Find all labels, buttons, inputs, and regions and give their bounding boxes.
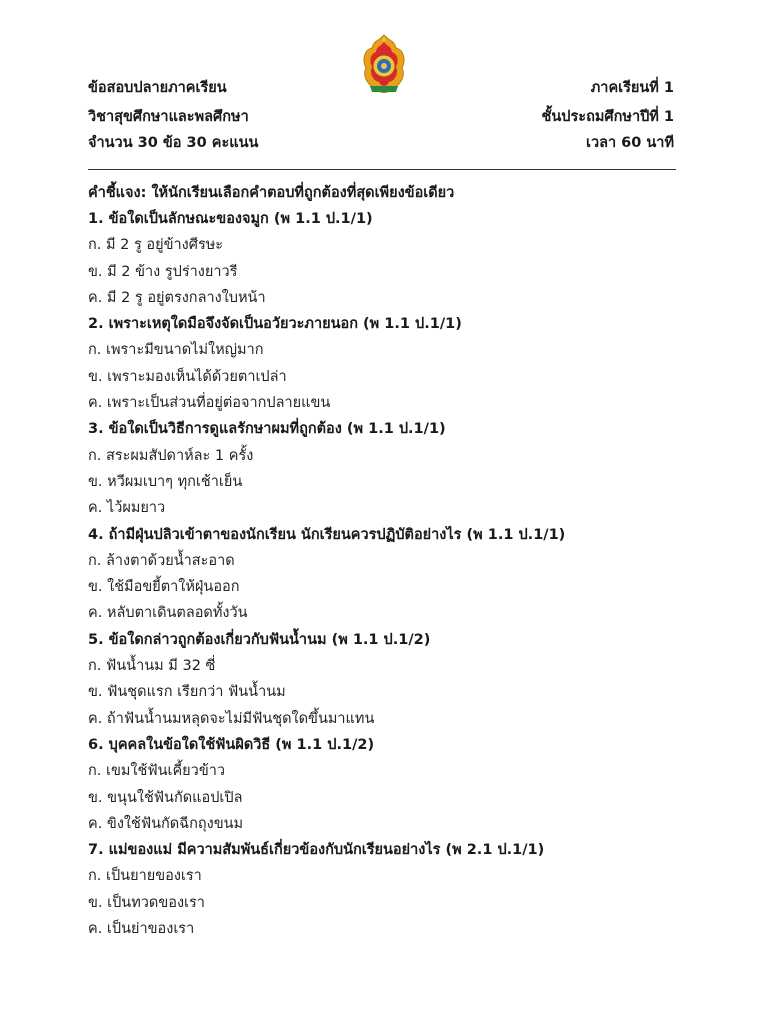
choice-b: ข. หวีผมเบาๆ ทุกเช้าเย็น [88,473,243,490]
choice-b: ข. เพราะมองเห็นได้ด้วยตาเปล่า [88,368,287,385]
choice-c: ค. หลับตาเดินตลอดทั้งวัน [88,605,248,622]
semester: ภาคเรียนที่ 1 [590,80,674,96]
question-2 [88,311,688,416]
choice-c: ค. ถ้าฟันน้ำนมหลุดจะไม่มีฟันชุดใดขึ้นมาแทน [88,710,375,727]
choice-a: ก. เพราะมีขนาดไม่ใหญ่มาก [88,342,264,359]
question-1 [88,206,688,311]
question-title: 6. บุคคลในข้อใดใช้ฟันผิดวิธี (พ 1.1 ป.1/2) [88,736,375,753]
exam-body [88,180,688,942]
choice-a: ก. เป็นยายของเรา [88,868,202,885]
question-title: 7. แม่ของแม่ มีความสัมพันธ์เกี่ยวข้องกับนักเรียนอย่างไร (พ 2.1 ป.1/1) [88,842,545,859]
question-3 [88,416,688,521]
time-limit: เวลา 60 นาที [585,135,674,151]
choice-a: ก. ล้างตาด้วยน้ำสะอาด [88,552,235,569]
grade-level: ชั้นประถมศึกษาปีที่ 1 [541,109,674,125]
question-7 [88,837,688,942]
question-title: 1. ข้อใดเป็นลักษณะของจมูก (พ 1.1 ป.1/1) [88,211,373,227]
choice-c: ค. ขิงใช้ฟันกัดฉีกถุงขนม [88,815,244,832]
question-count: จำนวน 30 ข้อ 30 คะแนน [88,135,259,151]
question-5 [88,627,688,732]
choice-b: ข. ใช้มือขยี้ตาให้ฝุ่นออก [88,579,240,596]
school-emblem-icon [360,34,408,96]
question-title: 3. ข้อใดเป็นวิธีการดูแลรักษาผมที่ถูกต้อง (พ 1.1 ป.1/1) [88,421,446,438]
choice-a: ก. เขมใช้ฟันเคี้ยวข้าว [88,763,226,780]
choice-b: ข. ขนุนใช้ฟันกัดแอปเปิล [88,789,243,806]
choice-a: ก. ฟันน้ำนม มี 32 ซี่ [88,658,216,675]
choice-a: ก. มี 2 รู อยู่ข้างศีรษะ [88,237,224,254]
choice-c: ค. เป็นย่าของเรา [88,921,195,938]
choice-c: ค. ไว้ผมยาว [88,500,166,517]
question-title: 5. ข้อใดกล่าวถูกต้องเกี่ยวกับฟันน้ำนม (พ 1.1 ป.1/2) [88,631,431,648]
question-4 [88,522,688,627]
question-title: 2. เพราะเหตุใดมือจึงจัดเป็นอวัยวะภายนอก (พ 1.1 ป.1/1) [88,316,462,333]
choice-a: ก. สระผมสัปดาห์ละ 1 ครั้ง [88,447,254,464]
question-title: 4. ถ้ามีฝุ่นปลิวเข้าตาของนักเรียน นักเรียนควรปฏิบัติอย่างไร (พ 1.1 ป.1/1) [88,526,566,543]
choice-b: ข. มี 2 ข้าง รูปร่างยาวรี [88,263,238,280]
choice-c: ค. มี 2 รู อยู่ตรงกลางใบหน้า [88,289,266,306]
subject-name: วิชาสุขศึกษาและพลศึกษา [88,109,249,125]
question-6 [88,732,688,837]
choice-b: ข. ฟันชุดแรก เรียกว่า ฟันน้ำนม [88,684,286,701]
exam-title: ข้อสอบปลายภาคเรียน [88,80,227,96]
instruction: คำชี้แจง: ให้นักเรียนเลือกคำตอบที่ถูกต้องที่สุดเพียงข้อเดียว [88,185,455,201]
choice-c: ค. เพราะเป็นส่วนที่อยู่ต่อจากปลายแขน [88,395,331,412]
choice-b: ข. เป็นทวดของเรา [88,894,205,911]
header-divider [88,169,676,170]
